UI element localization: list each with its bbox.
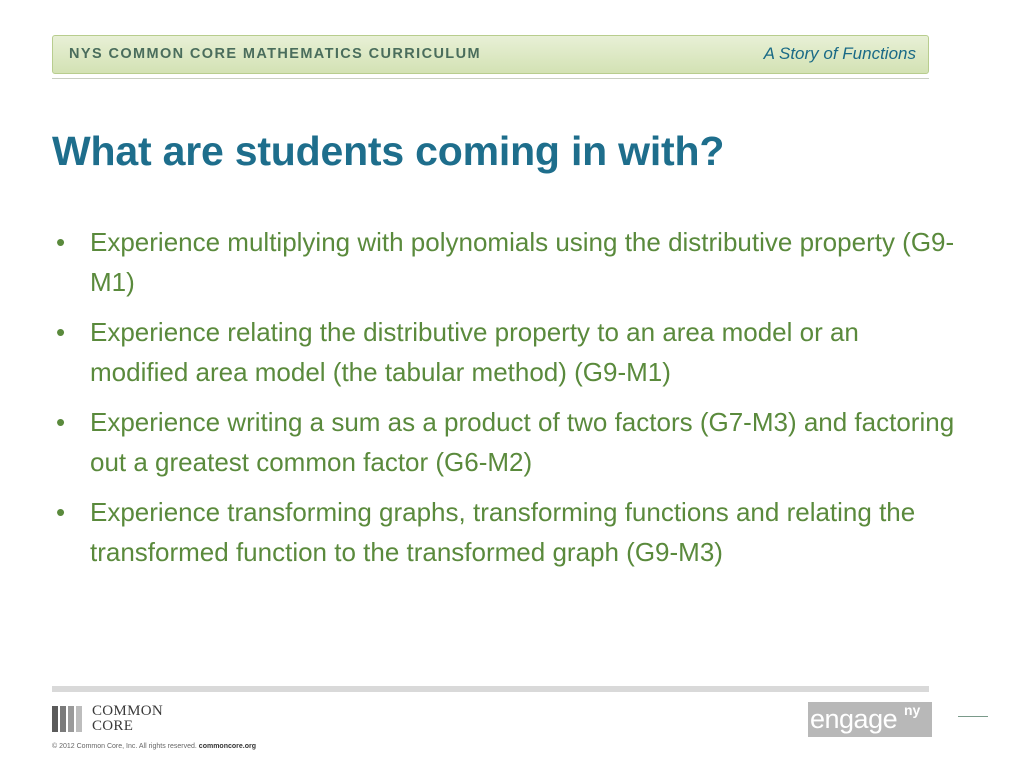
story-label: A Story of Functions bbox=[763, 44, 916, 63]
header-divider bbox=[52, 78, 929, 79]
engage-wordmark: engage bbox=[810, 704, 898, 734]
footer-divider bbox=[52, 686, 929, 692]
copyright-notice bbox=[52, 743, 256, 750]
bullet-icon: • bbox=[56, 227, 66, 257]
bullet-text: Experience relating the distributive property to an area model or an modified area model (the tabular method) (G9-M1) bbox=[90, 317, 859, 387]
side-dash bbox=[958, 716, 988, 717]
bullet-icon: • bbox=[56, 497, 66, 527]
copyright-link[interactable]: commoncore.org bbox=[198, 743, 256, 750]
bullet-text: Experience writing a sum as a product of two factors (G7-M3) and factoring out a greatest common factor (G6-M2) bbox=[90, 407, 955, 477]
engage-superscript: ny bbox=[904, 702, 921, 718]
bullet-icon: • bbox=[56, 407, 66, 437]
bullet-text: Experience transforming graphs, transforming functions and relating the transformed function to the transformed graph (G9-M3) bbox=[90, 497, 916, 567]
bullet-item bbox=[52, 312, 962, 392]
bullet-icon: • bbox=[56, 317, 66, 347]
bullet-item bbox=[52, 222, 962, 302]
bullet-text: Experience multiplying with polynomials using the distributive property (G9-M1) bbox=[90, 227, 955, 297]
copyright-text: © 2012 Common Core, Inc. All rights reserved. bbox=[52, 743, 197, 750]
bullet-item bbox=[52, 402, 962, 482]
logo-line-core: CORE bbox=[92, 718, 134, 734]
common-core-wordmark bbox=[92, 704, 163, 734]
header-banner bbox=[52, 35, 929, 74]
engageny-logo bbox=[808, 702, 932, 737]
logo-line-common: COMMON bbox=[92, 703, 163, 719]
slide-title: What are students coming in with? bbox=[52, 128, 725, 174]
common-core-logo bbox=[52, 704, 192, 734]
curriculum-label: NYS COMMON CORE MATHEMATICS CURRICULUM bbox=[69, 46, 481, 62]
bullet-list bbox=[52, 222, 962, 582]
bullet-item bbox=[52, 492, 962, 572]
